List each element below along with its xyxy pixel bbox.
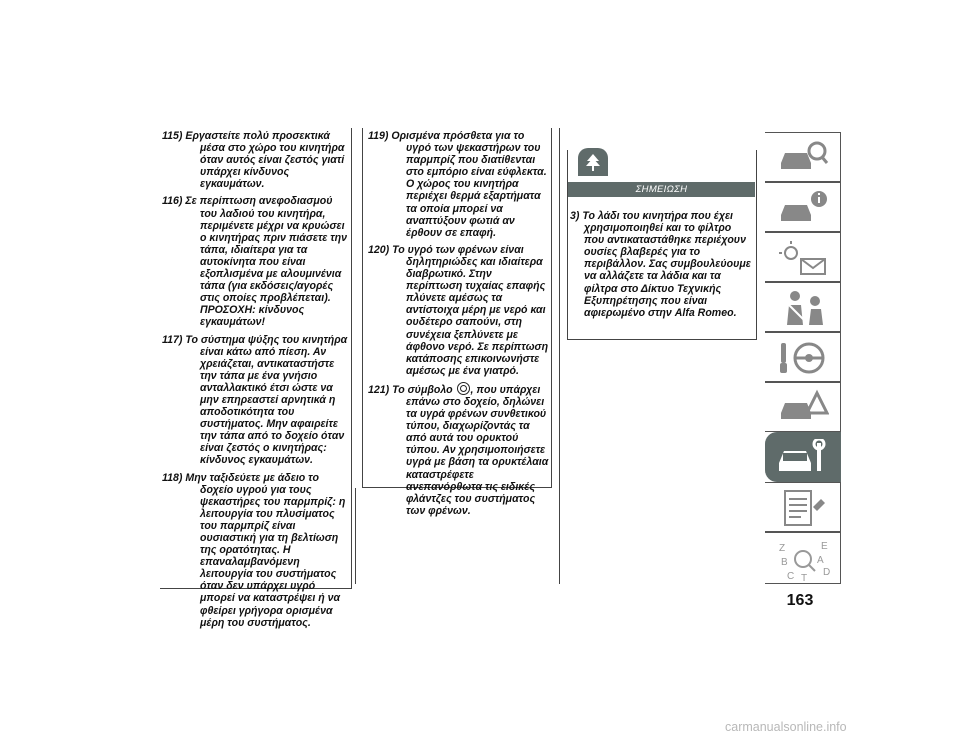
index-letter: C <box>787 571 795 582</box>
index-letter: B <box>781 557 788 568</box>
column-divider <box>355 488 356 584</box>
chapter-tab-maintenance[interactable] <box>765 432 841 482</box>
seatbelt-airbag-icon <box>777 289 829 327</box>
car-info-icon <box>777 189 829 227</box>
warning-list-2 <box>368 130 550 522</box>
environment-tree-icon <box>578 148 608 176</box>
warning-item-117: 117) Το σύστημα ψύξης του κινητήρα είναι κάτω από πίεση. Αν χρειάζεται, αντικαταστήστε την τάπα με ένα γνήσιο ανταλλακτικό έτσι ώστε να μην επηρεαστεί αρνητικά η αποδοτικότητα του συστήματος. Μην αφαιρείτε την τάπα από το δοχείο όταν είναι ζεστός ο κινητήρας: κίνδυνος εγκαυμάτων. <box>162 333 348 467</box>
warning-item-118: 118) Μην ταξιδεύετε με άδειο το δοχείο υγρού για τους ψεκαστήρες του παρμπρίζ: η λειτουργία του πλυσίματος του παρμπρίζ είναι ουσιαστική για τη βελτίωση της ορατότητας. Η επαναλαμβανόμενη λειτουργία του συστήματος όταν δεν υπάρχει υγρό μπορεί να καταστρέψει ή να φθείρει γρήγορα ορισμένα μέρη του συστήματος. <box>162 471 346 629</box>
watermark: carmanualsonline.info <box>725 720 847 734</box>
chapter-tab-emergency[interactable] <box>765 382 841 432</box>
note-header: ΣΗΜΕΙΩΣΗ <box>568 182 755 197</box>
steering-wheel-key-icon <box>777 339 829 377</box>
car-search-icon <box>777 139 829 177</box>
chapter-tab-specifications[interactable] <box>765 482 841 532</box>
specifications-list-icon <box>777 489 829 527</box>
warning-item-121: 121) Το σύμβολο , που υπάρχει επάνω στο δοχείο, δηλώνει τα υγρά φρένων συνθετικού τύπου, διαχωρίζοντάς τα από αυτά του ορυκτού τύπου. Αν χρησιμοποιήσετε υγρά με βάση τα ορυκτέλαια καταστρέφετε ανεπανόρθωτα τις ειδικές φλάντζες του συστήματος των φρένων. <box>368 383 549 517</box>
warning-item-119: 119) Ορισμένα πρόσθετα για το υγρό των ψεκαστήρων του παρμπρίζ που διατίθενται στο εμπόριο είναι εύφλεκτα. Ο χώρος του κινητήρα περιέχει θερμά εξαρτήματα τα οποία μπορεί να αναπτύξουν φωτιά αν έρθουν σε επαφή. <box>368 130 547 239</box>
column-divider <box>559 128 560 584</box>
page-number: 163 <box>786 592 814 609</box>
index-letter: T <box>801 573 808 583</box>
index-letter: Z <box>779 543 786 554</box>
warning-item-115: 115) Εργαστείτε πολύ προσεκτικά μέσα στο χώρο του κινητήρα όταν αυτός είναι ζεστός γιατί υπάρχει κίνδυνος εγκαυμάτων. <box>162 130 345 191</box>
chapter-tab-index[interactable] <box>765 532 841 584</box>
chapter-tab-safety[interactable] <box>765 282 841 332</box>
index-letter: E <box>821 541 828 552</box>
note-list <box>570 210 754 324</box>
chapter-tab-driving[interactable] <box>765 332 841 382</box>
chapter-tab-car-search[interactable] <box>765 132 841 182</box>
chapter-tab-warning-lights[interactable] <box>765 232 841 282</box>
warning-item-120: 120) Το υγρό των φρένων είναι δηλητηριώδες και ιδιαίτερα διαβρωτικό. Στην περίπτωση τυχαίας επαφής πλύνετε αμέσως τα αντίστοιχα μέρη με νερό και ουδέτερο σαπούνι, στη συνέχεια ξεπλύνετε με άφθονο νερό. Σε περίπτωση κατάποσης επικοινωνήστε αμέσως με ένα γιατρό. <box>368 243 549 377</box>
alphabetical-index-icon <box>777 539 833 583</box>
car-wrench-icon <box>777 439 829 477</box>
warning-item-116: 116) Σε περίπτωση ανεφοδιασμού του λαδιού του κινητήρα, περιμένετε μέχρι να κρυώσει ο κινητήρας πριν πιάσετε την τάπα, ιδιαίτερα για τα αυτοκίνητα που είναι εξοπλισμένα με αλουμινένια τάπα (για εκδόσεις/αγορές στις οποίες προβλέπεται). ΠΡΟΣΟΧΗ: κίνδυνος εγκαυμάτων! <box>162 195 348 329</box>
synthetic-fluid-symbol-icon <box>457 382 470 395</box>
warning-list-1 <box>162 130 350 634</box>
index-letter: A <box>817 555 824 566</box>
car-warning-triangle-icon <box>777 389 829 427</box>
note-item-3: 3) Το λάδι του κινητήρα που έχει χρησιμοποιηθεί και το φίλτρο που αντικαταστάθηκε περιέχουν ουσίες βλαβερές για το περιβάλλον. Σας συμβουλεύουμε να αλλάζετε τα λάδια και τα φίλτρα στο Δίκτυο Τεχνικής Εξυπηρέτησης που είναι αφιερωμένο στην Alfa Romeo. <box>570 210 751 319</box>
chapter-tab-car-info[interactable] <box>765 182 841 232</box>
warning-light-mail-icon <box>777 239 829 277</box>
index-letter: D <box>823 567 831 578</box>
